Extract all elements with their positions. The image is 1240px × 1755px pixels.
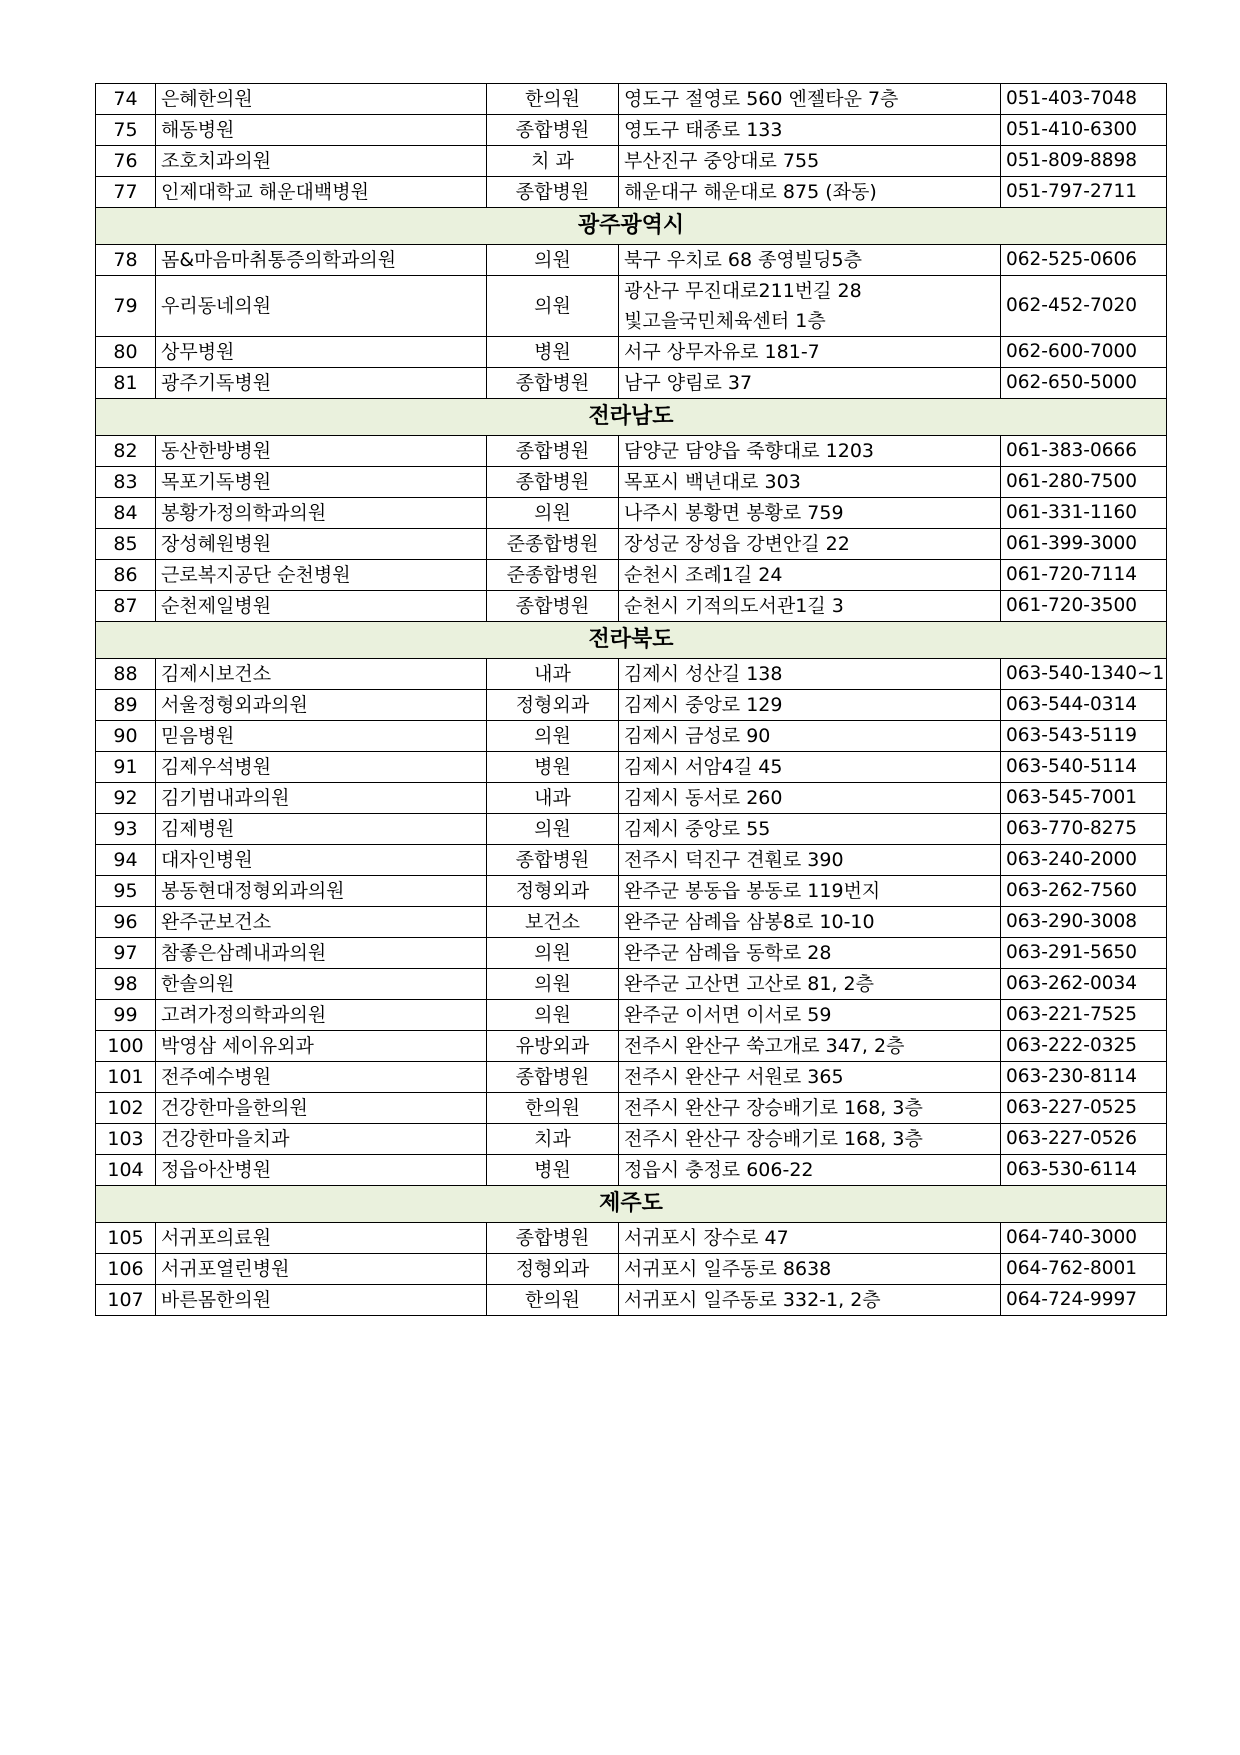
address-line: 남구 양림로 37: [624, 372, 753, 394]
region-title: 전라북도: [96, 622, 1167, 659]
facility-type: 의원: [487, 814, 619, 845]
address-line: 영도구 절영로 560 엔젤타운 7층: [624, 88, 899, 110]
facility-name: 정읍아산병원: [156, 1155, 487, 1186]
facility-name: 상무병원: [156, 337, 487, 368]
table-row: [96, 752, 1167, 783]
facility-phone: 063-227-0525: [1001, 1093, 1167, 1124]
facility-type: 치과: [487, 1124, 619, 1155]
row-number: 83: [96, 467, 156, 498]
row-number: 79: [96, 276, 156, 337]
table-row: [96, 721, 1167, 752]
facility-type: 유방외과: [487, 1031, 619, 1062]
facility-phone: 061-383-0666: [1001, 436, 1167, 467]
facility-name: 조호치과의원: [156, 146, 487, 177]
address-line: 순천시 조례1길 24: [624, 564, 783, 586]
table-row: [96, 84, 1167, 115]
row-number: 89: [96, 690, 156, 721]
facility-phone: 062-525-0606: [1001, 245, 1167, 276]
address-line: 김제시 서암4길 45: [624, 756, 783, 778]
facility-type: 종합병원: [487, 115, 619, 146]
facility-phone: 061-720-3500: [1001, 591, 1167, 622]
facility-name: 장성혜원병원: [156, 529, 487, 560]
facility-address: [619, 845, 1001, 876]
facility-name: 순천제일병원: [156, 591, 487, 622]
address-line: 전주시 완산구 서원로 365: [624, 1066, 844, 1088]
facility-phone: 063-221-7525: [1001, 1000, 1167, 1031]
address-line: 김제시 중앙로 55: [624, 818, 771, 840]
address-line: 김제시 금성로 90: [624, 725, 771, 747]
facility-address: [619, 467, 1001, 498]
facility-type: 의원: [487, 498, 619, 529]
address-line: 북구 우치로 68 종영빌딩5층: [624, 249, 862, 271]
facility-name: 한솔의원: [156, 969, 487, 1000]
table-row: [96, 938, 1167, 969]
address-line: 빛고을국민체육센터 1층: [624, 310, 826, 332]
facility-address: [619, 814, 1001, 845]
facility-address: [619, 752, 1001, 783]
facility-type: 종합병원: [487, 845, 619, 876]
row-number: 94: [96, 845, 156, 876]
facility-phone: 061-399-3000: [1001, 529, 1167, 560]
table-row: [96, 876, 1167, 907]
facility-name: 해동병원: [156, 115, 487, 146]
facility-name: 전주예수병원: [156, 1062, 487, 1093]
facility-address: [619, 1155, 1001, 1186]
facility-address: [619, 560, 1001, 591]
row-number: 78: [96, 245, 156, 276]
facility-name: 건강한마을치과: [156, 1124, 487, 1155]
facility-phone: 064-724-9997: [1001, 1285, 1167, 1316]
table-row: [96, 1254, 1167, 1285]
row-number: 86: [96, 560, 156, 591]
table-row: [96, 1031, 1167, 1062]
facility-phone: 051-410-6300: [1001, 115, 1167, 146]
address-line: 부산진구 중앙대로 755: [624, 150, 820, 172]
facility-name: 바른몸한의원: [156, 1285, 487, 1316]
row-number: 102: [96, 1093, 156, 1124]
facility-type: 병원: [487, 1155, 619, 1186]
table-row: [96, 245, 1167, 276]
facility-phone: 063-543-5119: [1001, 721, 1167, 752]
region-header-row: [96, 399, 1167, 436]
address-line: 서귀포시 장수로 47: [624, 1227, 789, 1249]
facility-address: [619, 1285, 1001, 1316]
address-line: 순천시 기적의도서관1길 3: [624, 595, 844, 617]
region-title: 광주광역시: [96, 208, 1167, 245]
facility-phone: 062-452-7020: [1001, 276, 1167, 337]
facility-type: 종합병원: [487, 368, 619, 399]
facility-type: 한의원: [487, 1285, 619, 1316]
facility-phone: 063-222-0325: [1001, 1031, 1167, 1062]
row-number: 80: [96, 337, 156, 368]
facility-address: [619, 1223, 1001, 1254]
facility-phone: 063-291-5650: [1001, 938, 1167, 969]
facility-address: [619, 1031, 1001, 1062]
facility-address: [619, 1254, 1001, 1285]
facility-phone: 051-403-7048: [1001, 84, 1167, 115]
facility-address: [619, 907, 1001, 938]
row-number: 93: [96, 814, 156, 845]
facility-address: [619, 1000, 1001, 1031]
table-row: [96, 115, 1167, 146]
table-row: [96, 1155, 1167, 1186]
facility-name: 근로복지공단 순천병원: [156, 560, 487, 591]
facility-address: [619, 498, 1001, 529]
facility-address: [619, 721, 1001, 752]
facility-name: 목포기독병원: [156, 467, 487, 498]
table-row: [96, 560, 1167, 591]
facility-address: [619, 368, 1001, 399]
facility-name: 서귀포의료원: [156, 1223, 487, 1254]
facility-type: 종합병원: [487, 1062, 619, 1093]
row-number: 96: [96, 907, 156, 938]
address-line: 전주시 덕진구 견훤로 390: [624, 849, 844, 871]
facility-address: [619, 1124, 1001, 1155]
region-header-row: [96, 1186, 1167, 1223]
address-line: 목포시 백년대로 303: [624, 471, 801, 493]
facility-phone: 051-797-2711: [1001, 177, 1167, 208]
row-number: 92: [96, 783, 156, 814]
table-row: [96, 498, 1167, 529]
row-number: 82: [96, 436, 156, 467]
facility-type: 준종합병원: [487, 560, 619, 591]
facility-address: [619, 146, 1001, 177]
facility-type: 내과: [487, 783, 619, 814]
table-row: [96, 276, 1167, 337]
facility-phone: 063-290-3008: [1001, 907, 1167, 938]
facility-address: [619, 938, 1001, 969]
facility-name: 동산한방병원: [156, 436, 487, 467]
facility-name: 대자인병원: [156, 845, 487, 876]
facility-type: 종합병원: [487, 436, 619, 467]
table-row: [96, 337, 1167, 368]
facility-name: 우리동네의원: [156, 276, 487, 337]
row-number: 107: [96, 1285, 156, 1316]
facility-type: 의원: [487, 245, 619, 276]
facility-address: [619, 1093, 1001, 1124]
facility-type: 종합병원: [487, 1223, 619, 1254]
row-number: 98: [96, 969, 156, 1000]
row-number: 77: [96, 177, 156, 208]
facility-name: 김제병원: [156, 814, 487, 845]
facility-name: 건강한마을한의원: [156, 1093, 487, 1124]
address-line: 해운대구 해운대로 875 (좌동): [624, 181, 877, 203]
address-line: 정읍시 충정로 606-22: [624, 1159, 814, 1181]
facility-phone: 063-545-7001: [1001, 783, 1167, 814]
table-row: [96, 845, 1167, 876]
address-line: 광산구 무진대로211번길 28: [624, 280, 862, 302]
row-number: 88: [96, 659, 156, 690]
facility-type: 의원: [487, 1000, 619, 1031]
row-number: 90: [96, 721, 156, 752]
facility-name: 믿음병원: [156, 721, 487, 752]
facility-address: [619, 436, 1001, 467]
address-line: 서귀포시 일주동로 332-1, 2층: [624, 1289, 881, 1311]
address-line: 완주군 봉동읍 봉동로 119번지: [624, 880, 881, 902]
facility-name: 몸&마음마취통증의학과의원: [156, 245, 487, 276]
facility-name: 고려가정의학과의원: [156, 1000, 487, 1031]
row-number: 106: [96, 1254, 156, 1285]
facility-phone: 064-762-8001: [1001, 1254, 1167, 1285]
row-number: 99: [96, 1000, 156, 1031]
table-row: [96, 368, 1167, 399]
row-number: 105: [96, 1223, 156, 1254]
facility-name: 김제우석병원: [156, 752, 487, 783]
facility-address: [619, 529, 1001, 560]
address-line: 김제시 성산길 138: [624, 663, 783, 685]
facility-type: 의원: [487, 276, 619, 337]
facility-name: 서울정형외과의원: [156, 690, 487, 721]
facility-address: [619, 1062, 1001, 1093]
facility-phone: 063-540-1340~1: [1001, 659, 1167, 690]
facility-phone: 063-230-8114: [1001, 1062, 1167, 1093]
table-row: [96, 436, 1167, 467]
facility-type: 내과: [487, 659, 619, 690]
row-number: 74: [96, 84, 156, 115]
facility-phone: 063-262-0034: [1001, 969, 1167, 1000]
row-number: 97: [96, 938, 156, 969]
table-row: [96, 467, 1167, 498]
facility-type: 의원: [487, 721, 619, 752]
table-row: [96, 907, 1167, 938]
address-line: 서귀포시 일주동로 8638: [624, 1258, 832, 1280]
table-row: [96, 177, 1167, 208]
region-header-row: [96, 208, 1167, 245]
facility-phone: 061-720-7114: [1001, 560, 1167, 591]
facility-phone: 061-280-7500: [1001, 467, 1167, 498]
facility-address: [619, 591, 1001, 622]
facility-phone: 064-740-3000: [1001, 1223, 1167, 1254]
facility-address: [619, 245, 1001, 276]
facility-address: [619, 969, 1001, 1000]
facility-type: 치 과: [487, 146, 619, 177]
address-line: 나주시 봉황면 봉황로 759: [624, 502, 844, 524]
hospital-list-table: [95, 83, 1167, 1316]
facility-type: 종합병원: [487, 177, 619, 208]
table-row: [96, 1285, 1167, 1316]
facility-type: 병원: [487, 337, 619, 368]
facility-phone: 063-240-2000: [1001, 845, 1167, 876]
facility-name: 인제대학교 해운대백병원: [156, 177, 487, 208]
row-number: 76: [96, 146, 156, 177]
row-number: 85: [96, 529, 156, 560]
facility-address: [619, 659, 1001, 690]
facility-name: 박영삼 세이유외과: [156, 1031, 487, 1062]
facility-address: [619, 276, 1001, 337]
facility-type: 종합병원: [487, 467, 619, 498]
address-line: 김제시 동서로 260: [624, 787, 783, 809]
facility-phone: 063-262-7560: [1001, 876, 1167, 907]
table-row: [96, 814, 1167, 845]
table-row: [96, 1223, 1167, 1254]
address-line: 영도구 태종로 133: [624, 119, 783, 141]
facility-name: 봉동현대정형외과의원: [156, 876, 487, 907]
row-number: 84: [96, 498, 156, 529]
facility-name: 은혜한의원: [156, 84, 487, 115]
facility-address: [619, 783, 1001, 814]
row-number: 101: [96, 1062, 156, 1093]
table-row: [96, 146, 1167, 177]
facility-name: 서귀포열린병원: [156, 1254, 487, 1285]
facility-address: [619, 177, 1001, 208]
facility-type: 종합병원: [487, 591, 619, 622]
facility-type: 정형외과: [487, 690, 619, 721]
facility-phone: 063-540-5114: [1001, 752, 1167, 783]
facility-type: 정형외과: [487, 876, 619, 907]
region-title: 전라남도: [96, 399, 1167, 436]
address-line: 완주군 이서면 이서로 59: [624, 1004, 832, 1026]
facility-phone: 063-227-0526: [1001, 1124, 1167, 1155]
facility-type: 준종합병원: [487, 529, 619, 560]
facility-type: 한의원: [487, 1093, 619, 1124]
region-header-row: [96, 622, 1167, 659]
table-row: [96, 1000, 1167, 1031]
address-line: 담양군 담양읍 죽향대로 1203: [624, 440, 875, 462]
row-number: 95: [96, 876, 156, 907]
table-row: [96, 659, 1167, 690]
address-line: 완주군 삼례읍 동학로 28: [624, 942, 832, 964]
address-line: 서구 상무자유로 181-7: [624, 341, 820, 363]
table-row: [96, 591, 1167, 622]
facility-name: 김기범내과의원: [156, 783, 487, 814]
address-line: 완주군 고산면 고산로 81, 2층: [624, 973, 875, 995]
facility-address: [619, 115, 1001, 146]
row-number: 75: [96, 115, 156, 146]
region-title: 제주도: [96, 1186, 1167, 1223]
address-line: 완주군 삼례읍 삼봉8로 10-10: [624, 911, 875, 933]
facility-type: 의원: [487, 938, 619, 969]
table-row: [96, 969, 1167, 1000]
facility-address: [619, 690, 1001, 721]
facility-phone: 061-331-1160: [1001, 498, 1167, 529]
address-line: 전주시 완산구 장승배기로 168, 3층: [624, 1097, 923, 1119]
row-number: 104: [96, 1155, 156, 1186]
facility-address: [619, 876, 1001, 907]
table-row: [96, 1093, 1167, 1124]
row-number: 91: [96, 752, 156, 783]
address-line: 김제시 중앙로 129: [624, 694, 783, 716]
table-row: [96, 690, 1167, 721]
facility-name: 김제시보건소: [156, 659, 487, 690]
facility-name: 광주기독병원: [156, 368, 487, 399]
table-row: [96, 529, 1167, 560]
facility-phone: 063-530-6114: [1001, 1155, 1167, 1186]
facility-type: 의원: [487, 969, 619, 1000]
facility-phone: 051-809-8898: [1001, 146, 1167, 177]
facility-address: [619, 84, 1001, 115]
facility-phone: 062-600-7000: [1001, 337, 1167, 368]
facility-name: 봉황가정의학과의원: [156, 498, 487, 529]
table-row: [96, 783, 1167, 814]
facility-phone: 063-544-0314: [1001, 690, 1167, 721]
facility-type: 병원: [487, 752, 619, 783]
address-line: 전주시 완산구 장승배기로 168, 3층: [624, 1128, 923, 1150]
table-row: [96, 1062, 1167, 1093]
row-number: 81: [96, 368, 156, 399]
row-number: 103: [96, 1124, 156, 1155]
facility-name: 참좋은삼례내과의원: [156, 938, 487, 969]
facility-type: 한의원: [487, 84, 619, 115]
facility-type: 정형외과: [487, 1254, 619, 1285]
row-number: 100: [96, 1031, 156, 1062]
table-row: [96, 1124, 1167, 1155]
address-line: 장성군 장성읍 강변안길 22: [624, 533, 850, 555]
facility-phone: 063-770-8275: [1001, 814, 1167, 845]
facility-phone: 062-650-5000: [1001, 368, 1167, 399]
facility-address: [619, 337, 1001, 368]
facility-type: 보건소: [487, 907, 619, 938]
facility-name: 완주군보건소: [156, 907, 487, 938]
row-number: 87: [96, 591, 156, 622]
hospital-list-body: [96, 84, 1167, 1316]
address-line: 전주시 완산구 쑥고개로 347, 2층: [624, 1035, 905, 1057]
